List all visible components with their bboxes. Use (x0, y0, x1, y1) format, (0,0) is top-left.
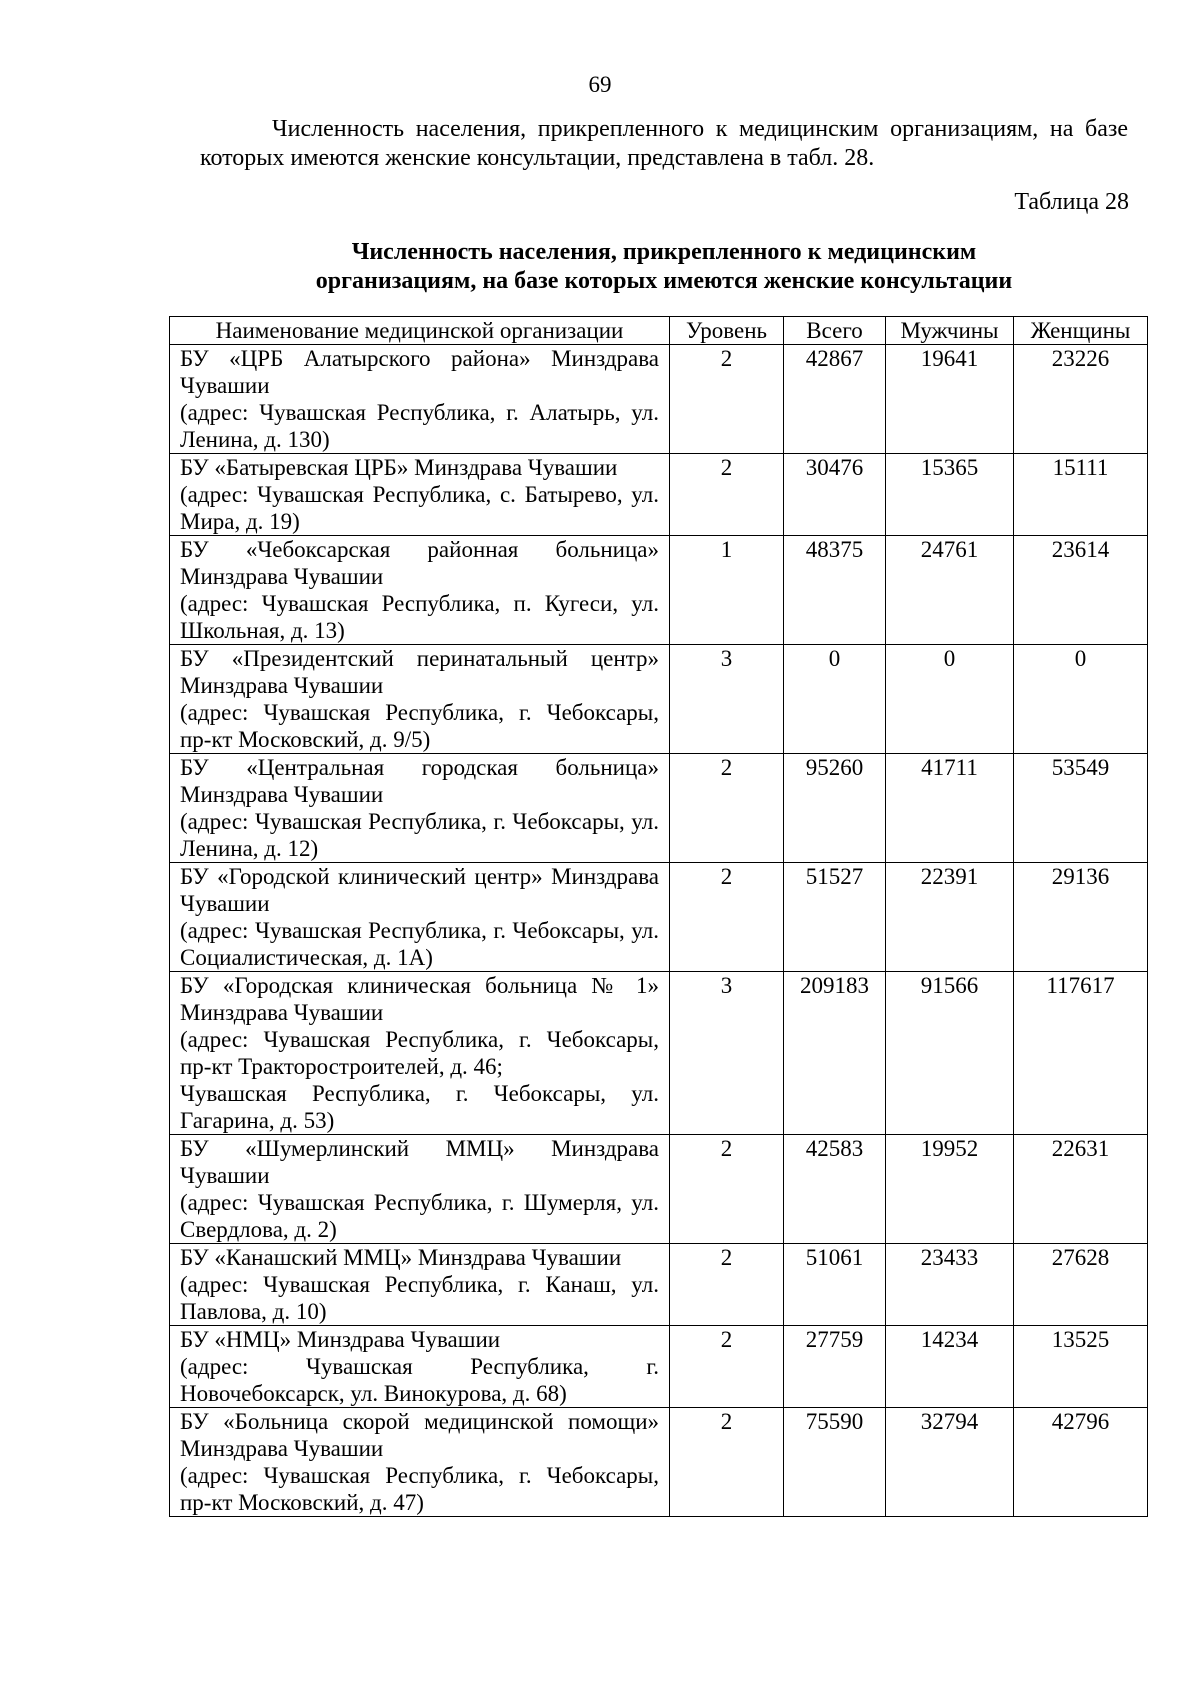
cell-women: 13525 (1014, 1326, 1148, 1408)
cell-women: 29136 (1014, 863, 1148, 972)
cell-women: 23226 (1014, 345, 1148, 454)
organization-text: (адрес: Чувашская Республика, г. Чебоксары, пр-кт Тракторостроителей, д. 46; (180, 1027, 659, 1079)
organization-text: (адрес: Чувашская Республика, г. Новочебоксарск, ул. Винокурова, д. 68) (180, 1354, 659, 1406)
cell-men: 14234 (886, 1326, 1014, 1408)
organization-text: (адрес: Чувашская Республика, г. Чебоксары, пр-кт Московский, д. 47) (180, 1463, 659, 1515)
organization-text: БУ «Шумерлинский ММЦ» Минздрава Чувашии (180, 1136, 659, 1188)
organization-text: БУ «Больница скорой медицинской помощи» Минздрава Чувашии (180, 1409, 659, 1461)
header-women: Женщины (1014, 317, 1148, 345)
cell-total: 42583 (784, 1135, 886, 1244)
organization-text: БУ «Президентский перинатальный центр» Минздрава Чувашии (180, 646, 659, 698)
organization-text: (адрес: Чувашская Республика, г. Шумерля, ул. Свердлова, д. 2) (180, 1190, 659, 1242)
organization-text: БУ «ЦРБ Алатырского района» Минздрава Чувашии (180, 346, 659, 398)
table-row (170, 972, 1148, 1135)
header-men: Мужчины (886, 317, 1014, 345)
header-level: Уровень (670, 317, 784, 345)
table-title-line: Численность населения, прикрепленного к медицинским (351, 239, 977, 265)
intro-paragraph: Численность населения, прикрепленного к медицинским организациям, на базе которых имеются женские консультации, представлена в табл. 28. (200, 116, 1128, 171)
organization-text: БУ «Городской клинический центр» Минздрава Чувашии (180, 864, 659, 916)
cell-level: 2 (670, 1244, 784, 1326)
cell-organization (170, 1244, 670, 1326)
organization-text: (адрес: Чувашская Республика, п. Кугеси, ул. Школьная, д. 13) (180, 591, 659, 643)
cell-women: 27628 (1014, 1244, 1148, 1326)
cell-organization (170, 863, 670, 972)
organization-text: Чувашская Республика, г. Чебоксары, ул. Гагарина, д. 53) (180, 1081, 659, 1133)
cell-level: 2 (670, 1135, 784, 1244)
cell-total: 51061 (784, 1244, 886, 1326)
cell-men: 32794 (886, 1408, 1014, 1517)
organization-text: БУ «Чебоксарская районная больница» Минздрава Чувашии (180, 537, 659, 589)
cell-organization (170, 645, 670, 754)
table-row (170, 1135, 1148, 1244)
cell-men: 19641 (886, 345, 1014, 454)
cell-total: 30476 (784, 454, 886, 536)
cell-men: 0 (886, 645, 1014, 754)
header-total: Всего (784, 317, 886, 345)
table-row (170, 645, 1148, 754)
header-organization: Наименование медицинской организации (170, 317, 670, 345)
cell-total: 27759 (784, 1326, 886, 1408)
cell-organization (170, 1326, 670, 1408)
cell-men: 91566 (886, 972, 1014, 1135)
cell-organization (170, 345, 670, 454)
organization-text: БУ «НМЦ» Минздрава Чувашии (180, 1327, 501, 1352)
cell-total: 42867 (784, 345, 886, 454)
cell-level: 2 (670, 345, 784, 454)
organization-text: (адрес: Чувашская Республика, г. Алатырь, ул. Ленина, д. 130) (180, 400, 659, 452)
population-table (169, 316, 1148, 1517)
table-body (170, 345, 1148, 1517)
organization-text: БУ «Канашский ММЦ» Минздрава Чувашии (180, 1245, 622, 1270)
cell-men: 22391 (886, 863, 1014, 972)
table-row (170, 1408, 1148, 1517)
cell-total: 51527 (784, 863, 886, 972)
table-row (170, 1326, 1148, 1408)
cell-level: 2 (670, 1326, 784, 1408)
cell-level: 3 (670, 972, 784, 1135)
cell-level: 1 (670, 536, 784, 645)
organization-text: (адрес: Чувашская Республика, г. Чебоксары, ул. Ленина, д. 12) (180, 809, 659, 861)
cell-total: 209183 (784, 972, 886, 1135)
cell-women: 0 (1014, 645, 1148, 754)
table-row (170, 863, 1148, 972)
cell-women: 23614 (1014, 536, 1148, 645)
cell-organization (170, 1135, 670, 1244)
cell-women: 53549 (1014, 754, 1148, 863)
cell-organization (170, 536, 670, 645)
cell-organization (170, 454, 670, 536)
cell-women: 15111 (1014, 454, 1148, 536)
cell-women: 117617 (1014, 972, 1148, 1135)
cell-men: 23433 (886, 1244, 1014, 1326)
cell-women: 22631 (1014, 1135, 1148, 1244)
cell-organization (170, 972, 670, 1135)
cell-level: 2 (670, 454, 784, 536)
cell-total: 48375 (784, 536, 886, 645)
organization-text: (адрес: Чувашская Республика, г. Чебоксары, пр-кт Московский, д. 9/5) (180, 700, 659, 752)
organization-text: (адрес: Чувашская Республика, г. Чебоксары, ул. Социалистическая, д. 1А) (180, 918, 659, 970)
table-title-line: организациям, на базе которых имеются женские консультации (315, 268, 1013, 294)
cell-men: 24761 (886, 536, 1014, 645)
table-row (170, 536, 1148, 645)
cell-total: 0 (784, 645, 886, 754)
organization-text: (адрес: Чувашская Республика, с. Батырево, ул. Мира, д. 19) (180, 482, 659, 534)
organization-text: БУ «Городская клиническая больница № 1» Минздрава Чувашии (180, 973, 659, 1025)
page-number: 69 (588, 72, 612, 97)
organization-text: БУ «Батыревская ЦРБ» Минздрава Чувашии (180, 455, 618, 480)
cell-men: 41711 (886, 754, 1014, 863)
table-title (200, 238, 1128, 296)
table-header-row (170, 317, 1148, 345)
cell-level: 2 (670, 754, 784, 863)
cell-organization (170, 754, 670, 863)
cell-organization (170, 1408, 670, 1517)
table-row (170, 754, 1148, 863)
cell-level: 2 (670, 863, 784, 972)
table-row (170, 454, 1148, 536)
cell-women: 42796 (1014, 1408, 1148, 1517)
organization-text: (адрес: Чувашская Республика, г. Канаш, ул. Павлова, д. 10) (180, 1272, 659, 1324)
cell-total: 75590 (784, 1408, 886, 1517)
table-row (170, 1244, 1148, 1326)
cell-men: 19952 (886, 1135, 1014, 1244)
cell-men: 15365 (886, 454, 1014, 536)
table-row (170, 345, 1148, 454)
table-label: Таблица 28 (1014, 189, 1129, 215)
cell-level: 2 (670, 1408, 784, 1517)
cell-level: 3 (670, 645, 784, 754)
organization-text: БУ «Центральная городская больница» Минздрава Чувашии (180, 755, 659, 807)
cell-total: 95260 (784, 754, 886, 863)
